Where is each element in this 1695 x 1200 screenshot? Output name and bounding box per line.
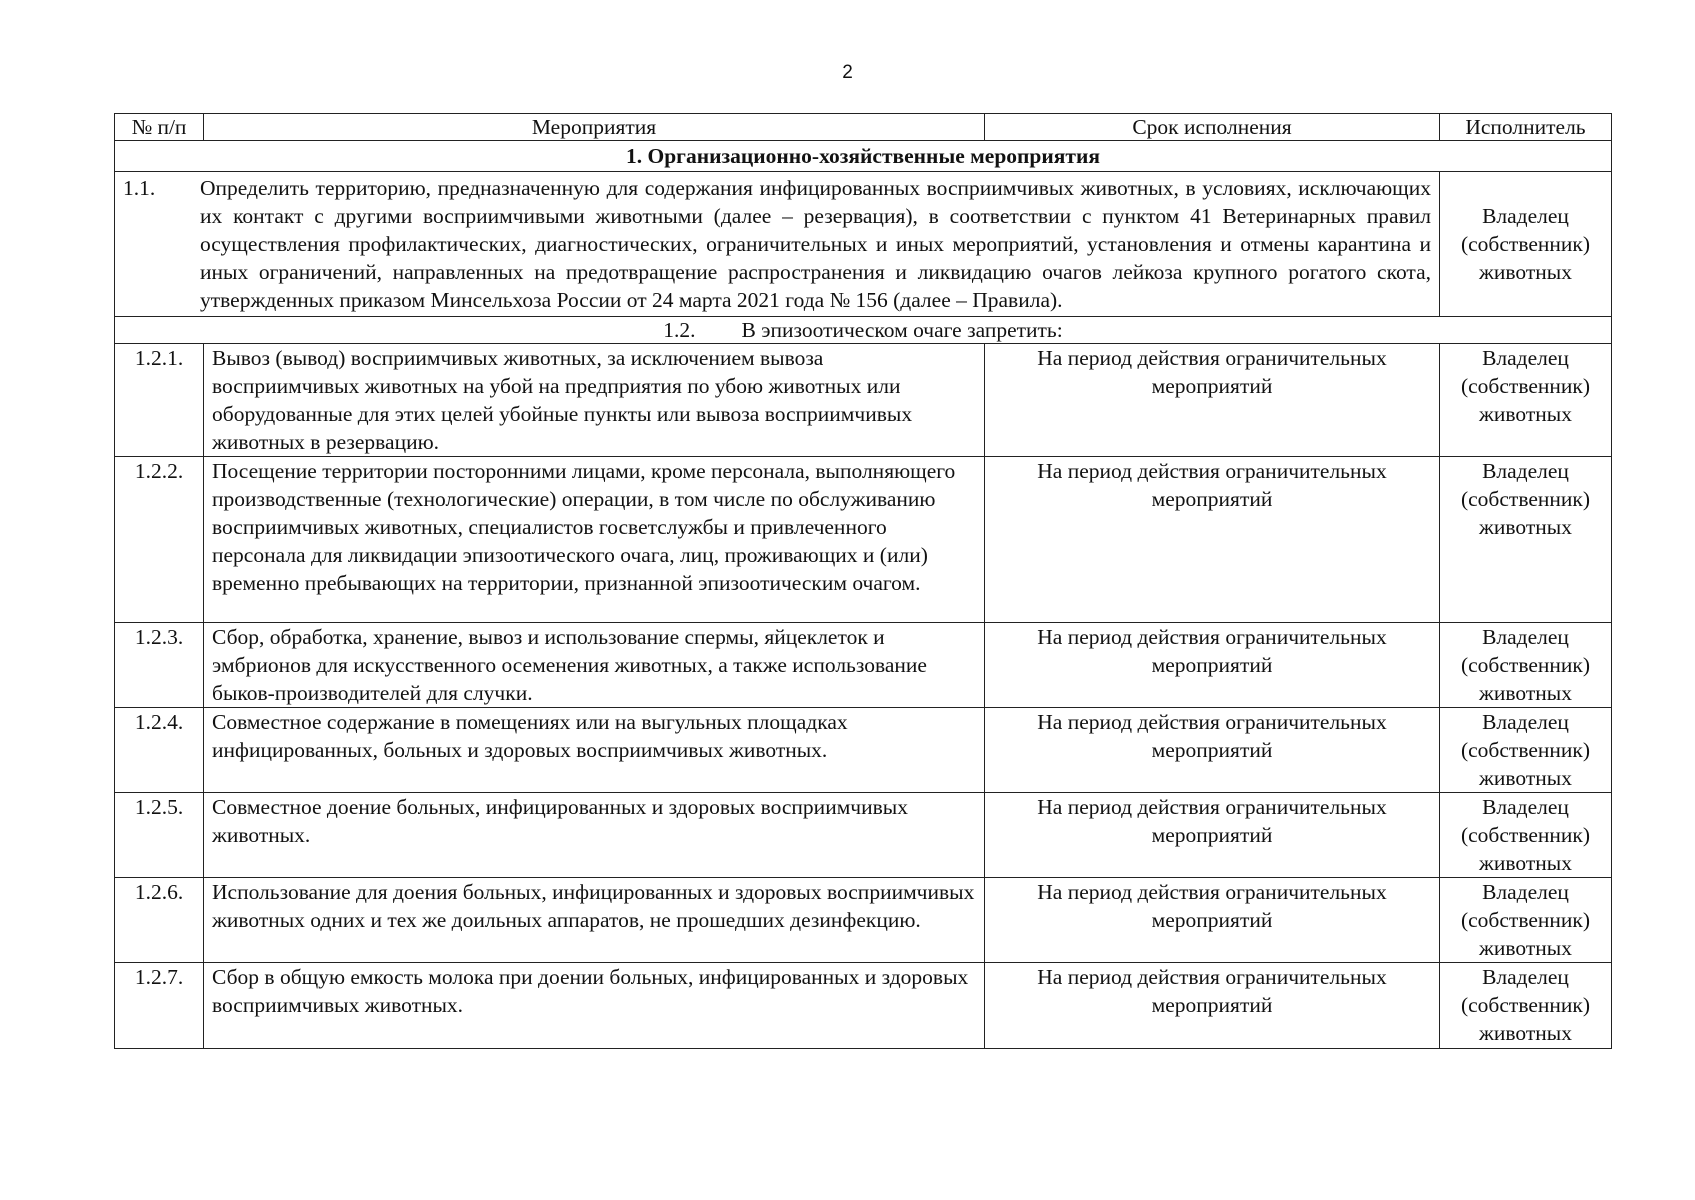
table-row [115,793,1612,878]
row-term: На период действия ограничительных мероприятий [985,623,1440,708]
row-term: На период действия ограничительных мероприятий [985,793,1440,878]
section-heading-row [115,141,1612,172]
section-title: 1. Организационно-хозяйственные мероприятия [115,141,1612,172]
header-executor: Исполнитель [1440,114,1612,141]
row-executor: Владелец (собственник) животных [1440,878,1612,963]
row-text: Использование для доения больных, инфицированных и здоровых восприимчивых животных одних и тех же доильных аппаратов, не прошедших дезинфекцию. [204,878,985,963]
row-number: 1.2.4. [115,708,204,793]
subheading-text: В эпизоотическом очаге запретить: [741,318,1063,342]
row-term: На период действия ограничительных мероприятий [985,708,1440,793]
table-row [115,172,1612,317]
item-1-1-executor: Владелец (собственник) животных [1440,172,1612,317]
row-number: 1.2.1. [115,344,204,457]
header-term: Срок исполнения [985,114,1440,141]
row-text: Совместное содержание в помещениях или на выгульных площадках инфицированных, больных и здоровых восприимчивых животных. [204,708,985,793]
subheading-number: 1.2. [663,318,696,342]
row-executor: Владелец (собственник) животных [1440,708,1612,793]
item-1-1-text: Определить территорию, предназначенную для содержания инфицированных восприимчивых животных, в условиях, исключающих их контакт с другими восприимчивыми животными (далее – резервация), в соответствии с пунктом 41 Ветеринарных правил осуществления профилактических, диагностических, ограничительных и иных мероприятий, установления и отмены карантина и иных ограничений, направленных на предотвращение распространения и ликвидацию очагов лейкоза крупного рогатого скота, утвержденных приказом Минсельхоза России от 24 марта 2021 года № 156 (далее – Правила). [200,176,1431,312]
table-row [115,963,1612,1049]
row-number: 1.2.3. [115,623,204,708]
row-text: Вывоз (вывод) восприимчивых животных, за исключением вывоза восприимчивых животных на убой на предприятия по убою животных или оборудованные для этих целей убойные пункты или вывоза восприимчивых животных в резервацию. [204,344,985,457]
row-term: На период действия ограничительных мероприятий [985,344,1440,457]
subheading-cell [115,317,1612,344]
row-term: На период действия ограничительных мероприятий [985,457,1440,623]
row-executor: Владелец (собственник) животных [1440,623,1612,708]
subheading-row [115,317,1612,344]
row-number: 1.2.5. [115,793,204,878]
row-text: Совместное доение больных, инфицированных и здоровых восприимчивых животных. [204,793,985,878]
row-text: Посещение территории посторонними лицами, кроме персонала, выполняющего производственные (технологические) операции, в том числе по обслуживанию восприимчивых животных, специалистов госветслужбы и привлеченного персонала для ликвидации эпизоотического очага, лиц, проживающих и (или) временно пребывающих на территории, признанной эпизоотическим очагом. [204,457,985,623]
table-row [115,457,1612,623]
table-row [115,344,1612,457]
row-number: 1.2.6. [115,878,204,963]
row-text: Сбор, обработка, хранение, вывоз и использование спермы, яйцеклеток и эмбрионов для искусственного осеменения животных, а также использование быков-производителей для случки. [204,623,985,708]
table-row [115,708,1612,793]
row-executor: Владелец (собственник) животных [1440,344,1612,457]
item-1-1-number: 1.1. [123,176,156,200]
header-number: № п/п [115,114,204,141]
row-text: Сбор в общую емкость молока при доении больных, инфицированных и здоровых восприимчивых животных. [204,963,985,1049]
row-number: 1.2.7. [115,963,204,1049]
header-measures: Мероприятия [204,114,985,141]
table-header-row [115,114,1612,141]
row-executor: Владелец (собственник) животных [1440,793,1612,878]
row-term: На период действия ограничительных мероприятий [985,878,1440,963]
table-row [115,623,1612,708]
item-1-1-cell [115,172,1440,317]
measures-table [114,113,1612,1049]
page-number: 2 [842,62,853,83]
row-executor: Владелец (собственник) животных [1440,457,1612,623]
table-row [115,878,1612,963]
row-executor: Владелец (собственник) животных [1440,963,1612,1049]
row-term: На период действия ограничительных мероприятий [985,963,1440,1049]
row-number: 1.2.2. [115,457,204,623]
